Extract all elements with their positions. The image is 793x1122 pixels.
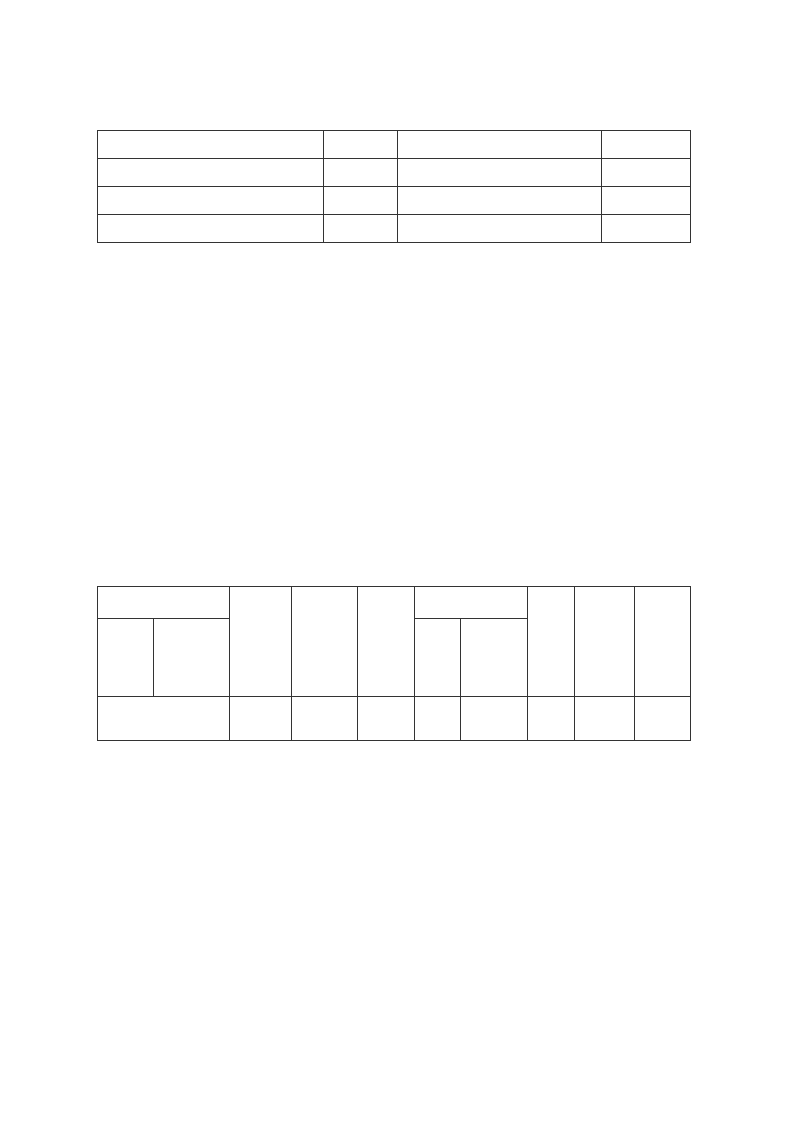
expense-subtotal-value [602,131,691,159]
summary-table [97,130,691,243]
total-superior-subsidy-value [358,697,415,741]
non-fiscal-balance-value [324,159,398,187]
total-affiliated-value [575,697,635,741]
end-carryover-value [602,187,691,215]
total-income-value [230,697,292,741]
header-other-income [635,587,691,697]
begin-carryover-value [324,187,398,215]
header-business-income [415,587,528,619]
header-affiliated-income [575,587,635,697]
total-fiscal-value [292,697,358,741]
expense-total-label [398,215,602,243]
carryover-row [98,187,691,215]
header-fiscal-income [292,587,358,697]
header-superior-subsidy [358,587,415,697]
total-education-fee-value [461,697,528,741]
total-row [98,697,691,741]
total-subtotal-value [415,697,461,741]
non-fiscal-balance-label [98,159,324,187]
balance-row [98,159,691,187]
total-operating-value [528,697,575,741]
header-row-1 [98,587,691,619]
header-education-fee [461,619,528,697]
income-total-label [98,215,324,243]
income-subtotal-value [324,131,398,159]
header-item [98,587,230,619]
header-func-code [98,619,154,697]
income-subtotal-label [98,131,324,159]
end-carryover-label [398,187,602,215]
expense-total-value [602,215,691,243]
expense-subtotal-label [398,131,602,159]
header-subtotal [415,619,461,697]
total-other-value [635,697,691,741]
income-report-table [97,586,691,741]
balance-distribution-label [398,159,602,187]
header-operating-income [528,587,575,697]
total-label [98,697,230,741]
grand-total-row [98,215,691,243]
header-total-income [230,587,292,697]
header-subject-name [154,619,230,697]
balance-distribution-value [602,159,691,187]
income-expense-subtotal-row [98,131,691,159]
begin-carryover-label [98,187,324,215]
income-total-value [324,215,398,243]
